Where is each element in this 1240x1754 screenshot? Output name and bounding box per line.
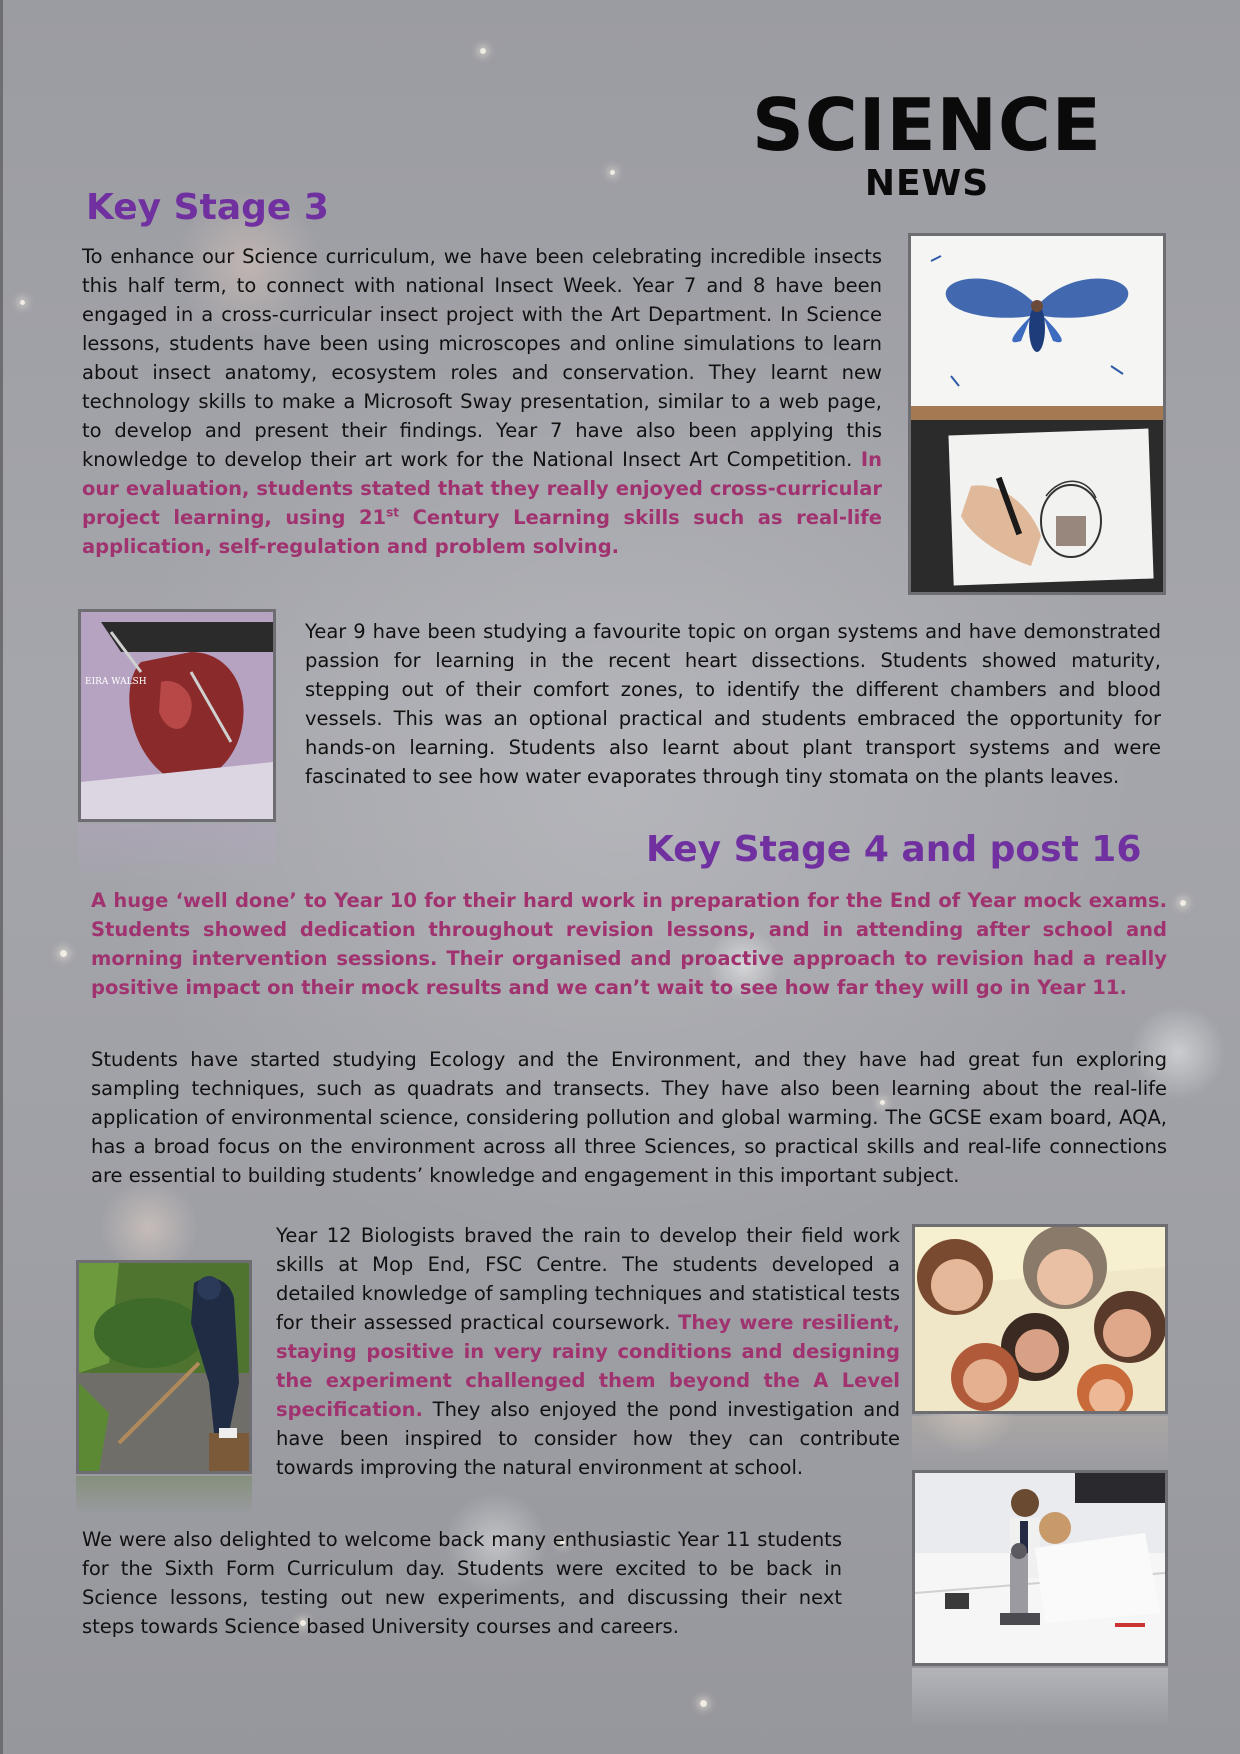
lab-illustration bbox=[915, 1473, 1165, 1663]
ks3-paragraph-1-text: To enhance our Science curriculum, we have been celebrating incredible insects this half term, to connect with national Insect Week. Year 7 and 8 have been engaged in a cross-curricular insect project with the Art Department. In Science lessons, students have been using microscopes and online simulations to learn about insect anatomy, ecosystem roles and conservation. They learnt new technology skills to make a Microsoft Sway presentation, similar to a web page, to develop and present their findings. Year 7 have also been applying this knowledge to develop their art work for the National Insect Art Competition. bbox=[82, 245, 882, 471]
ks4-paragraph-3-highlight: They were resilient, staying positive in very rainy conditions and designing the experiment challenged them beyond the A Level specification. bbox=[276, 1311, 900, 1421]
ks4-paragraph-4: We were also delighted to welcome back many enthusiastic Year 11 students for the Sixth Form Curriculum day. Students were excited to be back in Science lessons, testing out new experiments, and discussing their next steps towards Science based University courses and careers. bbox=[82, 1528, 842, 1638]
sparkle bbox=[700, 1700, 707, 1707]
ks4-paragraph-2: Students have started studying Ecology and the Environment, and they have had great fun exploring sampling techniques, such as quadrats and transects. They have also been learning about the real-life application of environmental science, considering pollution and global warming. The GCSE exam board, AQA, has a broad focus on the environment across all three Sciences, so practical skills and real-life connections are essential to building students’ knowledge and engagement in this important subject. bbox=[91, 1048, 1167, 1187]
sparkle bbox=[610, 170, 615, 175]
highlight-superscript: st bbox=[386, 505, 400, 520]
ks4-paragraph-3 bbox=[276, 1221, 900, 1482]
sparkle bbox=[480, 48, 486, 54]
sparkle bbox=[60, 950, 67, 957]
sparkle bbox=[1180, 900, 1186, 906]
pond-fieldwork-photo bbox=[76, 1260, 252, 1474]
selfie-photo-reflection bbox=[912, 1416, 1168, 1466]
ks3-heading: Key Stage 3 bbox=[86, 187, 329, 228]
ks4-paragraph-3-text-a: Year 12 Biologists braved the rain to develop their field work skills at Mop End, FSC Centre. The students developed a detailed knowledge of sampling techniques and statistical tests for their assessed practical coursework. bbox=[276, 1224, 900, 1334]
highlight-part-b: Century Learning skills such as real-life application, self-regulation and problem solving. bbox=[82, 506, 882, 558]
ks3-paragraph-2: Year 9 have been studying a favourite topic on organ systems and have demonstrated passion for learning in the recent heart dissections. Students showed maturity, stepping out of their comfort zones, to identify the different chambers and blood vessels. This was an optional practical and students embraced the opportunity for hands-on learning. Students also learnt about plant transport systems and were fascinated to see how water evaporates through tiny stomata on the plants leaves. bbox=[305, 620, 1161, 788]
pond-photo-reflection bbox=[76, 1476, 252, 1516]
masthead-subtitle: NEWS bbox=[864, 163, 990, 204]
insect-art-illustration bbox=[911, 236, 1163, 592]
heart-dissection-illustration bbox=[81, 612, 273, 819]
ks4-heading: Key Stage 4 and post 16 bbox=[646, 829, 1142, 870]
insect-art-photo bbox=[908, 233, 1166, 595]
sparkle bbox=[20, 300, 25, 305]
ks4-paragraph-3-text-b: They also enjoyed the pond investigation and have been inspired to consider how they can contribute towards improving the natural environment at school. bbox=[276, 1398, 900, 1479]
heart-photo-reflection bbox=[78, 824, 276, 882]
tray-label-text: EIRA WALSH bbox=[85, 677, 147, 687]
highlight-part-a: In our evaluation, students stated that they really enjoyed cross-curricular project learning, using 21 bbox=[82, 448, 882, 529]
masthead-title: SCIENCE bbox=[752, 83, 1102, 167]
lab-photo-reflection bbox=[912, 1668, 1168, 1728]
ks3-paragraph-1 bbox=[82, 242, 882, 561]
ks4-paragraph-1: A huge ‘well done’ to Year 10 for their hard work in preparation for the End of Year mock exams. Students showed dedication throughout revision lessons, and in attending after school and morning intervention sessions. Their organised and proactive approach to revision had a really positive impact on their mock results and we can’t wait to see how far they will go in Year 11. bbox=[91, 889, 1167, 999]
pond-illustration bbox=[79, 1263, 249, 1471]
heart-dissection-photo bbox=[78, 609, 276, 822]
group-selfie-illustration bbox=[915, 1227, 1165, 1411]
masthead bbox=[742, 83, 1112, 204]
lab-microscope-photo bbox=[912, 1470, 1168, 1666]
group-selfie-photo bbox=[912, 1224, 1168, 1414]
page-edge bbox=[0, 0, 3, 1754]
